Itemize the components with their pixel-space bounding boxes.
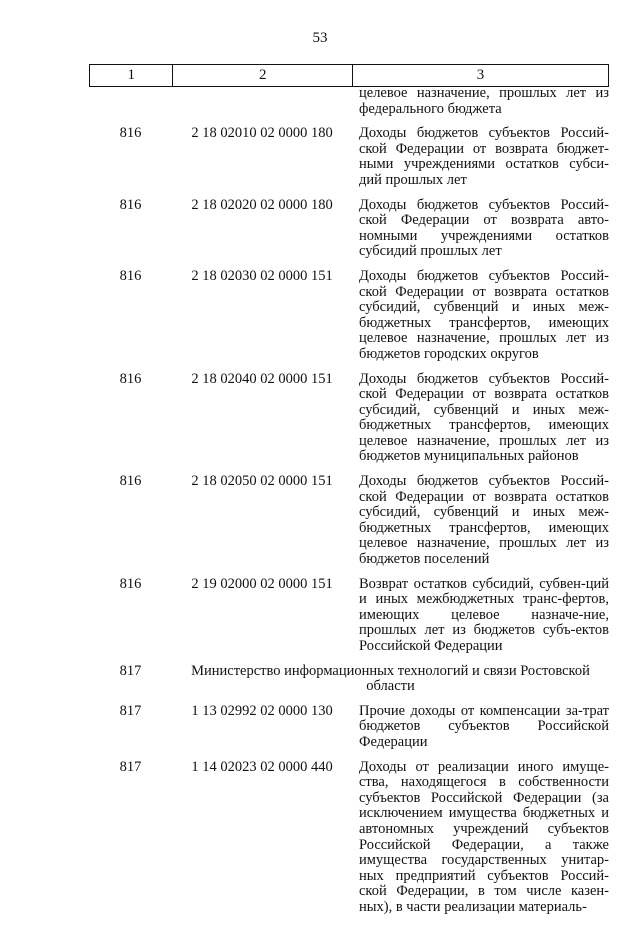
page-number: 53 bbox=[312, 30, 328, 46]
revenue-code: 1 14 02023 02 0000 440 bbox=[191, 758, 333, 775]
admin-code: 816 bbox=[119, 267, 142, 284]
admin-code: 816 bbox=[119, 473, 142, 490]
revenue-name: Прочие доходы от компенсации за-трат бюджетов субъектов Российской Федерации bbox=[359, 702, 609, 750]
ministry-name: Министерство информационных технологий и связи Ростовской области bbox=[191, 662, 590, 695]
table-body bbox=[89, 86, 609, 925]
table-row bbox=[89, 760, 609, 916]
table-row bbox=[89, 126, 609, 188]
ministry-row bbox=[89, 664, 609, 695]
table-row bbox=[89, 269, 609, 363]
revenue-name: Доходы бюджетов субъектов Россий-ской Федерации от возврата авто-номными учреждениями остатков субсидий прошлых лет bbox=[359, 196, 609, 260]
revenue-name: Доходы бюджетов субъектов Россий-ской Федерации от возврата остатков субсидий, субвенций и иных меж-бюджетных трансфертов, имеющих целевое назначение, прошлых лет из бюджетов муниципальных районов bbox=[359, 370, 609, 465]
revenue-name: Возврат остатков субсидий, субвен-ций и иных межбюджетных транс-фертов, имеющих целевое назначе-ние, прошлых лет из бюджетов субъ-ектов Российской Федерации bbox=[359, 575, 609, 654]
column-header-3: 3 bbox=[353, 65, 609, 87]
table-row bbox=[89, 704, 609, 751]
table-row bbox=[89, 577, 609, 655]
revenue-name: Доходы от реализации иного имуще-ства, находящегося в собственности субъектов Российской Федерации (за исключением имущества бюджетных и автономных учреждений субъектов Российской Федерации, а также имущества государственных унитар-ных предприятий субъектов Россий-ской Федерации, в том числе казен-ных), в части реализации материаль- bbox=[359, 758, 609, 915]
revenue-name: Доходы бюджетов субъектов Россий-ской Федерации от возврата остатков субсидий, субвенций и иных меж-бюджетных трансфертов, имеющих целевое назначение, прошлых лет из бюджетов городских округов bbox=[359, 267, 609, 362]
table-row bbox=[89, 372, 609, 466]
admin-code: 816 bbox=[119, 125, 142, 142]
revenue-code: 2 18 02050 02 0000 151 bbox=[191, 473, 333, 490]
table-header bbox=[89, 64, 609, 87]
revenue-code: 2 19 02000 02 0000 151 bbox=[191, 575, 333, 592]
admin-code: 816 bbox=[119, 196, 142, 213]
revenue-name: Доходы бюджетов субъектов Россий-ской Федерации от возврата бюджет-ными учреждениями остатков субси-дий прошлых лет bbox=[359, 125, 609, 188]
continuation-text: целевое назначение, прошлых лет из федерального бюджета bbox=[359, 85, 609, 117]
revenue-code: 2 18 02040 02 0000 151 bbox=[191, 370, 333, 387]
revenue-code: 2 18 02010 02 0000 180 bbox=[191, 125, 333, 142]
revenue-code: 2 18 02020 02 0000 180 bbox=[191, 196, 333, 213]
column-header-1: 1 bbox=[90, 65, 173, 87]
admin-code: 816 bbox=[119, 575, 142, 592]
column-header-2: 2 bbox=[173, 65, 353, 87]
table-row bbox=[89, 474, 609, 568]
table-row bbox=[89, 198, 609, 260]
admin-code: 817 bbox=[119, 702, 142, 719]
revenue-code: 2 18 02030 02 0000 151 bbox=[191, 267, 333, 284]
admin-code: 817 bbox=[119, 758, 142, 775]
admin-code: 817 bbox=[119, 662, 142, 679]
revenue-name: Доходы бюджетов субъектов Россий-ской Федерации от возврата остатков субсидий, субвенций и иных меж-бюджетных трансфертов, имеющих целевое назначение, прошлых лет из бюджетов поселений bbox=[359, 473, 609, 568]
revenue-code: 1 13 02992 02 0000 130 bbox=[191, 702, 333, 719]
admin-code: 816 bbox=[119, 370, 142, 387]
